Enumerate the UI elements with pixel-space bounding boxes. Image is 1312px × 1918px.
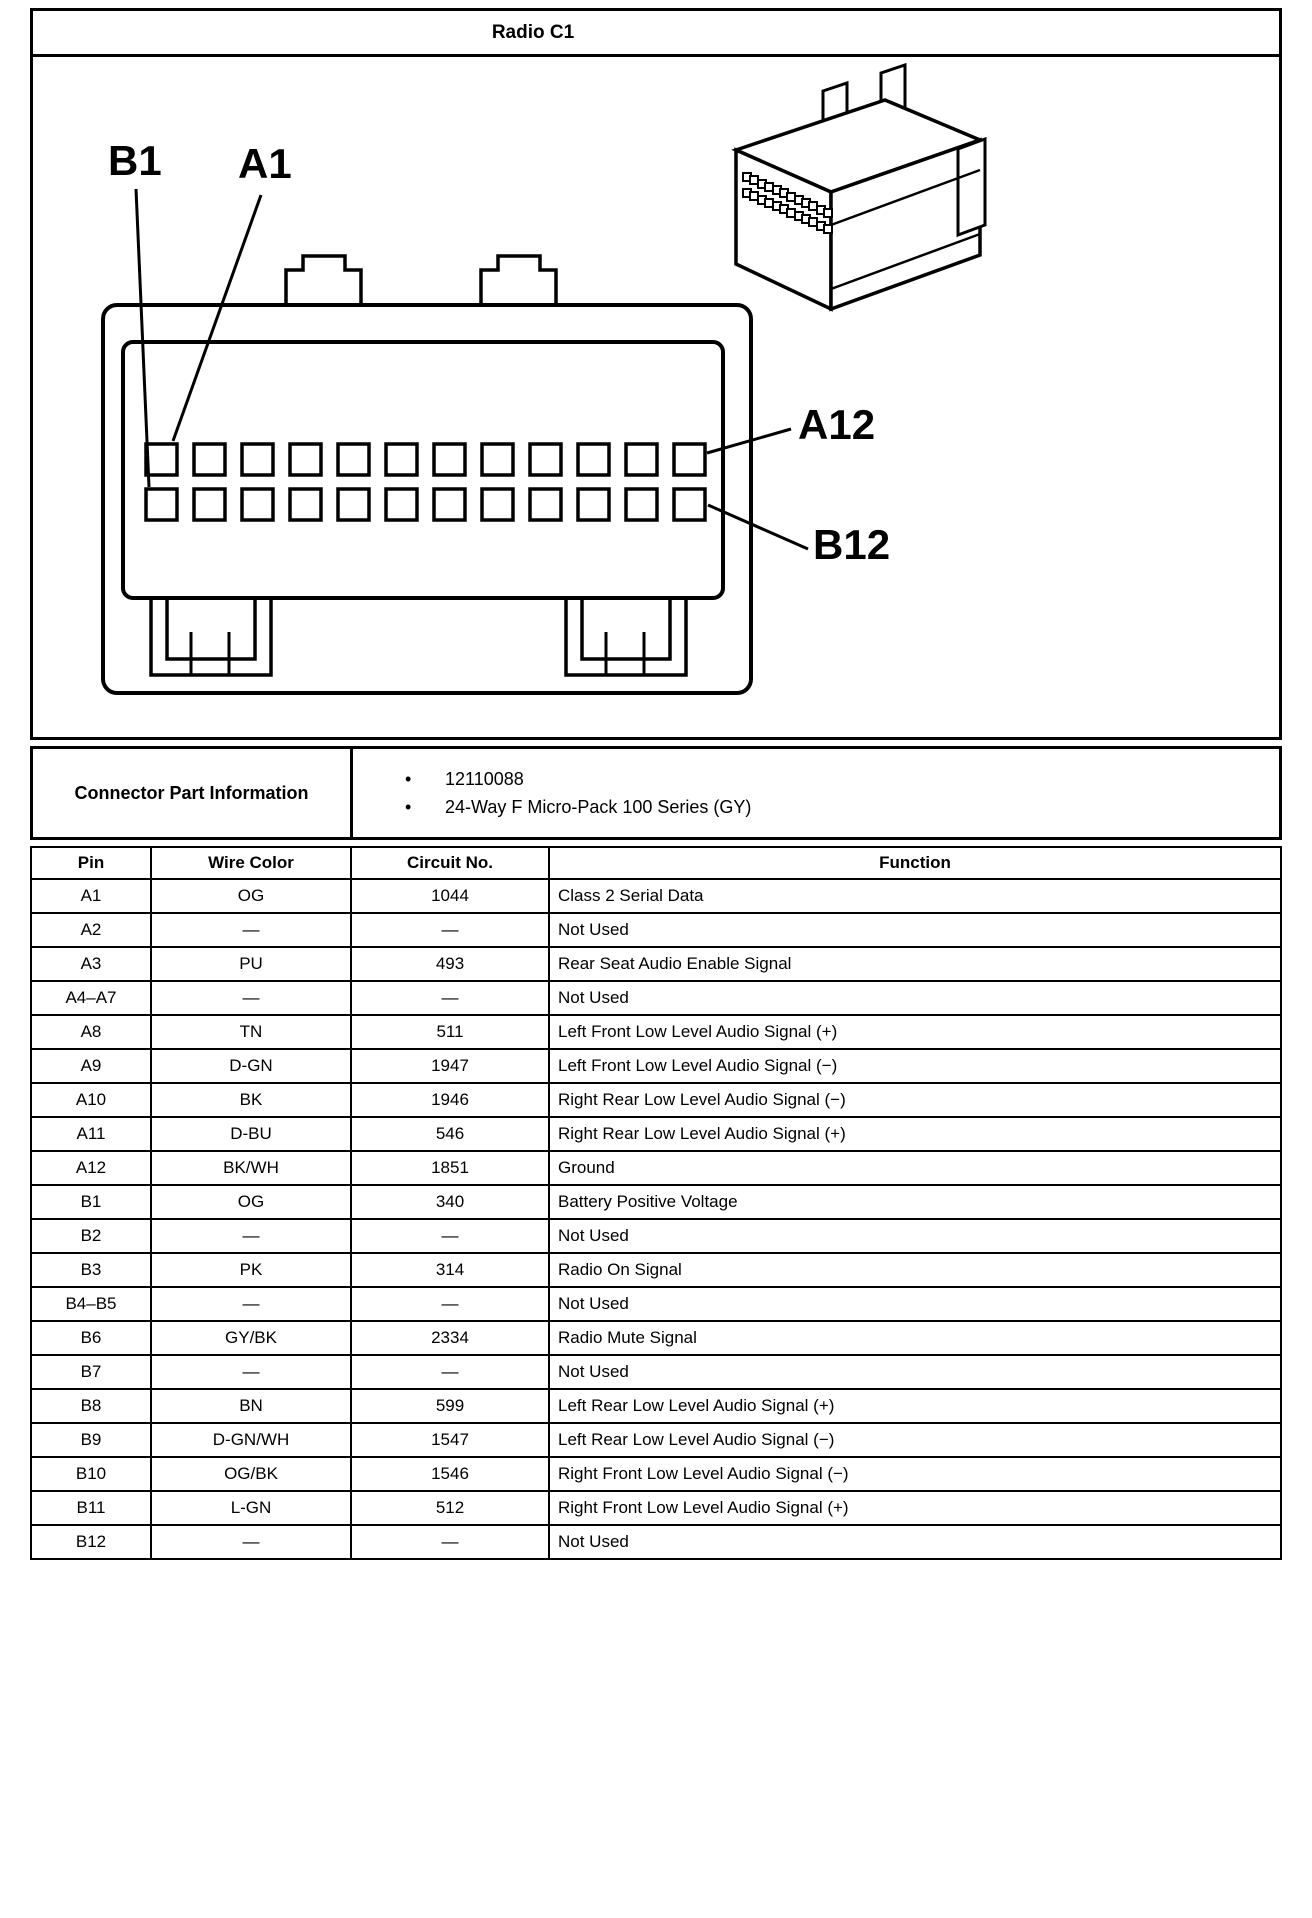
pin-cell: B4–B5	[31, 1287, 151, 1321]
part-info-label: Connector Part Information	[33, 749, 353, 837]
pin-cell: A11	[31, 1117, 151, 1151]
wire-color-cell: —	[151, 1355, 351, 1389]
function-cell: Ground	[549, 1151, 1281, 1185]
circuit-no-cell: 512	[351, 1491, 549, 1525]
circuit-no-cell: 1946	[351, 1083, 549, 1117]
circuit-no-cell: —	[351, 1525, 549, 1559]
header-wire-color: Wire Color	[151, 847, 351, 879]
function-cell: Battery Positive Voltage	[549, 1185, 1281, 1219]
wire-color-cell: TN	[151, 1015, 351, 1049]
pin-cell: B8	[31, 1389, 151, 1423]
bullet-icon	[405, 769, 445, 790]
circuit-no-cell: —	[351, 1219, 549, 1253]
circuit-no-cell: 340	[351, 1185, 549, 1219]
function-cell: Radio On Signal	[549, 1253, 1281, 1287]
wire-color-cell: —	[151, 913, 351, 947]
table-row	[31, 947, 1281, 981]
pin-cell: B10	[31, 1457, 151, 1491]
circuit-no-cell: 314	[351, 1253, 549, 1287]
circuit-no-cell: 493	[351, 947, 549, 981]
connector-tab	[286, 256, 361, 307]
function-cell: Left Front Low Level Audio Signal (−)	[549, 1049, 1281, 1083]
circuit-no-cell: 546	[351, 1117, 549, 1151]
table-row	[31, 1457, 1281, 1491]
pin-cell: B3	[31, 1253, 151, 1287]
function-cell: Rear Seat Audio Enable Signal	[549, 947, 1281, 981]
pin-cell: B6	[31, 1321, 151, 1355]
function-cell: Radio Mute Signal	[549, 1321, 1281, 1355]
function-cell: Left Front Low Level Audio Signal (+)	[549, 1015, 1281, 1049]
table-row	[31, 1015, 1281, 1049]
pin-label-a12: A12	[798, 401, 876, 448]
pin-cell: A8	[31, 1015, 151, 1049]
pin-cell: B11	[31, 1491, 151, 1525]
wire-color-cell: —	[151, 981, 351, 1015]
function-cell: Right Front Low Level Audio Signal (+)	[549, 1491, 1281, 1525]
part-description-item	[405, 797, 1279, 818]
circuit-no-cell: 511	[351, 1015, 549, 1049]
connector-3d-bracket	[958, 139, 985, 235]
wire-color-cell: —	[151, 1525, 351, 1559]
wire-color-cell: BK	[151, 1083, 351, 1117]
table-row	[31, 1525, 1281, 1559]
wire-color-cell: D-GN/WH	[151, 1423, 351, 1457]
pin-cell: B7	[31, 1355, 151, 1389]
circuit-no-cell: —	[351, 981, 549, 1015]
table-row	[31, 1253, 1281, 1287]
pin-cell: B12	[31, 1525, 151, 1559]
table-row	[31, 879, 1281, 913]
connector-face-view	[103, 189, 808, 693]
circuit-no-cell: 1044	[351, 879, 549, 913]
header-pin: Pin	[31, 847, 151, 879]
wire-color-cell: PK	[151, 1253, 351, 1287]
part-info-details	[353, 749, 1279, 837]
circuit-no-cell: —	[351, 913, 549, 947]
function-cell: Not Used	[549, 981, 1281, 1015]
table-row	[31, 1219, 1281, 1253]
wire-color-cell: D-BU	[151, 1117, 351, 1151]
pin-cell: B2	[31, 1219, 151, 1253]
wire-color-cell: OG	[151, 1185, 351, 1219]
table-row	[31, 1049, 1281, 1083]
part-info-section	[30, 746, 1282, 840]
connector-tab	[481, 256, 556, 307]
circuit-no-cell: 1851	[351, 1151, 549, 1185]
pin-label-a1: A1	[238, 140, 292, 187]
function-cell: Not Used	[549, 1355, 1281, 1389]
circuit-no-cell: 599	[351, 1389, 549, 1423]
pin-cell: A2	[31, 913, 151, 947]
circuit-no-cell: 1546	[351, 1457, 549, 1491]
table-row	[31, 1389, 1281, 1423]
function-cell: Not Used	[549, 1287, 1281, 1321]
wire-color-cell: OG	[151, 879, 351, 913]
pin-cell: B9	[31, 1423, 151, 1457]
circuit-no-cell: 2334	[351, 1321, 549, 1355]
wire-color-cell: PU	[151, 947, 351, 981]
circuit-no-cell: 1947	[351, 1049, 549, 1083]
table-row	[31, 913, 1281, 947]
function-cell: Not Used	[549, 1219, 1281, 1253]
function-cell: Not Used	[549, 913, 1281, 947]
pin-cell: A1	[31, 879, 151, 913]
pin-label-b12: B12	[813, 521, 891, 568]
function-cell: Right Rear Low Level Audio Signal (+)	[549, 1117, 1281, 1151]
table-row	[31, 1355, 1281, 1389]
function-cell: Class 2 Serial Data	[549, 879, 1281, 913]
table-row	[31, 981, 1281, 1015]
bullet-icon	[405, 797, 445, 818]
header-function: Function	[549, 847, 1281, 879]
wire-color-cell: —	[151, 1287, 351, 1321]
pin-cell: A12	[31, 1151, 151, 1185]
function-cell: Right Front Low Level Audio Signal (−)	[549, 1457, 1281, 1491]
wire-color-cell: OG/BK	[151, 1457, 351, 1491]
connector-drawing	[33, 57, 1279, 737]
pin-cell: A3	[31, 947, 151, 981]
pin-cell: A9	[31, 1049, 151, 1083]
function-cell: Right Rear Low Level Audio Signal (−)	[549, 1083, 1281, 1117]
pin-table-body	[31, 879, 1281, 1559]
pin-cell: A10	[31, 1083, 151, 1117]
wire-color-cell: BN	[151, 1389, 351, 1423]
circuit-no-cell: 1547	[351, 1423, 549, 1457]
pin-table	[30, 846, 1282, 1560]
table-header-row	[31, 847, 1281, 879]
part-number: 12110088	[445, 768, 524, 789]
wire-color-cell: —	[151, 1219, 351, 1253]
function-cell: Not Used	[549, 1525, 1281, 1559]
function-cell: Left Rear Low Level Audio Signal (−)	[549, 1423, 1281, 1457]
table-row	[31, 1287, 1281, 1321]
pin-cell: B1	[31, 1185, 151, 1219]
circuit-no-cell: —	[351, 1355, 549, 1389]
table-row	[31, 1491, 1281, 1525]
table-row	[31, 1185, 1281, 1219]
wire-color-cell: GY/BK	[151, 1321, 351, 1355]
function-cell: Left Rear Low Level Audio Signal (+)	[549, 1389, 1281, 1423]
wire-color-cell: D-GN	[151, 1049, 351, 1083]
wire-color-cell: L-GN	[151, 1491, 351, 1525]
pin-label-b1: B1	[108, 137, 162, 184]
wire-color-cell: BK/WH	[151, 1151, 351, 1185]
header-circuit-no: Circuit No.	[351, 847, 549, 879]
table-row	[31, 1423, 1281, 1457]
table-row	[31, 1151, 1281, 1185]
part-description: 24-Way F Micro-Pack 100 Series (GY)	[445, 796, 752, 817]
table-row	[31, 1321, 1281, 1355]
connector-diagram	[33, 57, 1279, 737]
page-title: Radio C1	[491, 21, 575, 43]
pin-cell: A4–A7	[31, 981, 151, 1015]
diagram-frame	[30, 8, 1282, 740]
circuit-no-cell: —	[351, 1287, 549, 1321]
part-number-item	[405, 769, 1279, 790]
table-row	[31, 1083, 1281, 1117]
table-row	[31, 1117, 1281, 1151]
title-bar	[33, 11, 1279, 57]
connector-3d-view	[736, 65, 985, 309]
